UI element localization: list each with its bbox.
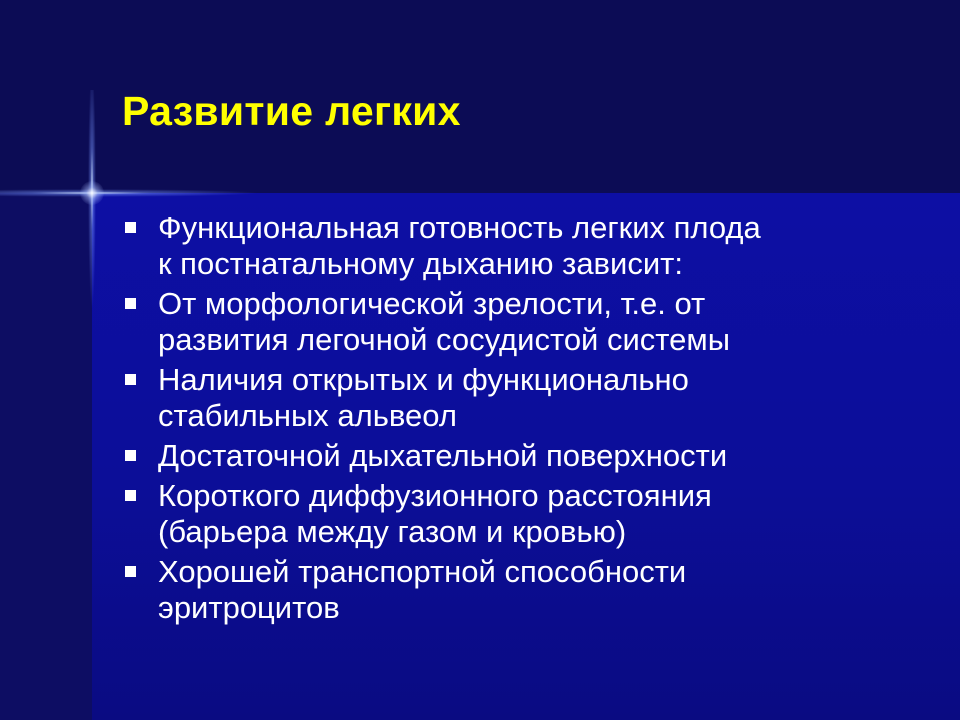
square-bullet-icon: [125, 566, 136, 577]
bullet-text-line-1: Наличия открытых и функционально: [158, 362, 689, 397]
bullet-text-line-1: Достаточной дыхательной поверхности: [158, 438, 728, 473]
square-bullet-icon: [125, 298, 136, 309]
bullet-list: [122, 210, 922, 630]
bullet-item: [122, 478, 922, 550]
bullet-item: [122, 362, 922, 434]
bullet-text-line-1: Функциональная готовность легких плода: [158, 210, 761, 245]
bullet-text-line-2: эритроцитов: [158, 590, 340, 625]
light-flare-horizontal: [0, 189, 260, 197]
square-bullet-icon: [125, 490, 136, 501]
bullet-text-line-2: (барьера между газом и кровью): [158, 514, 627, 549]
square-bullet-icon: [125, 222, 136, 233]
bullet-text-line-2: к постнатальному дыханию зависит:: [158, 246, 683, 281]
light-flare-core: [80, 181, 104, 205]
square-bullet-icon: [125, 450, 136, 461]
bullet-text-line-1: От морфологической зрелости, т.е. от: [158, 286, 706, 321]
bullet-item: [122, 286, 922, 358]
bullet-item: [122, 554, 922, 626]
bullet-text-line-1: Короткого диффузионного расстояния: [158, 478, 712, 513]
bullet-text-line-2: стабильных альвеол: [158, 398, 457, 433]
square-bullet-icon: [125, 374, 136, 385]
bullet-text-line-2: развития легочной сосудистой системы: [158, 322, 730, 357]
slide-title: Развитие легких: [122, 88, 461, 134]
bullet-item: [122, 210, 922, 282]
left-band: [0, 193, 92, 720]
bullet-item: [122, 438, 922, 474]
bullet-text-line-1: Хорошей транспортной способности: [158, 554, 687, 589]
